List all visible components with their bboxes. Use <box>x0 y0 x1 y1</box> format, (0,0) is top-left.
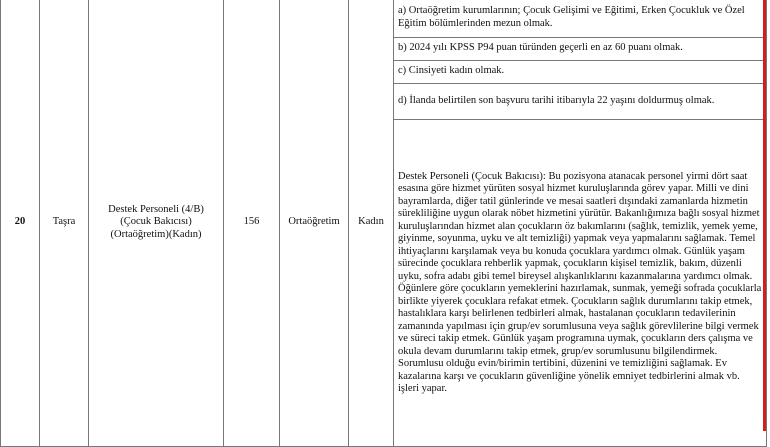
job-description: Destek Personeli (Çocuk Bakıcısı): Bu pozisyona atanacak personel yirmi dört saat esasına göre hizmet yürüten sosyal hizmet kuruluşlarında görev yapar. Milli ve dini bayramlarda, diğer tatil günlerinde ve mesai saatleri dışındaki zamanlarda hizmetin sürekliliğine uygun olarak nöbet hizmetini yürütür. Bakanlığımıza bağlı sosyal hizmet kuruluşlarından hizmet alan çocukların öz bakımlarını (sağlık, temizlik, yemek yeme, giyinme, soyunma, uyku ve alt temizliği) yapmak veya yapmalarını sağlamak. Temel ihtiyaçlarını karşılamak veya bu konuda çocuklara yardımcı olmak. Günlük yaşam sürecinde çocuklara rehberlik yapmak, çocukların kişisel temizlik, bakım, düzenli uyku, sofra adabı gibi temel bireysel alışkanlıklarını kazanmalarına yardımcı olmak. Öğünlere göre çocukların yemeklerini hazırlamak, sunmak, yemeği sofrada çocuklarla birlikte yiyerek çocuklara refakat etmek. Çocukların sağlık durumlarını takip etmek, hastalıklara karşı belirlenen tedbirleri almak, hastalanan çocukların tedavilerinin zamanında yapılması için grup/ev sorumlusuna veya sağlık görevlilerine bilgi vermek ve süreci takip etmek. Günlük yaşam programına uymak, çocukların ders çalışma ve okula devam durumlarını takip etmek, grup/ev sorumlusunu bilgilendirmek. Sorumlusu olduğu evin/birimin tertibini, düzenini ve temizliğini sağlamak. Ev kazalarına karşı ve çocukların güvenliğine yönelik emniyet tedbirlerini almak vb. işleri yapar. <box>394 120 767 447</box>
row-number: 20 <box>1 0 40 447</box>
requirement-b: b) 2024 yılı KPSS P94 puan türünden geçerli en az 60 puanı olmak. <box>394 38 767 61</box>
requirement-a: a) Ortaöğretim kurumlarının; Çocuk Gelişimi ve Eğitimi, Erken Çocukluk ve Özel Eğitim bölümlerinden mezun olmak. <box>394 0 767 38</box>
gender-cell: Kadın <box>349 0 394 447</box>
position-count-cell: 156 <box>224 0 280 447</box>
requirement-d: d) İlanda belirtilen son başvuru tarihi itibarıyla 22 yaşını doldurmuş olmak. <box>394 84 767 120</box>
position-title-cell: Destek Personeli (4/B)(Çocuk Bakıcısı)(Ortaöğretim)(Kadın) <box>89 0 224 447</box>
highlight-frame <box>763 0 766 431</box>
location-cell: Taşra <box>40 0 89 447</box>
requirement-c: c) Cinsiyeti kadın olmak. <box>394 61 767 84</box>
table-row <box>1 0 767 38</box>
education-level-cell: Ortaöğretim <box>280 0 349 447</box>
